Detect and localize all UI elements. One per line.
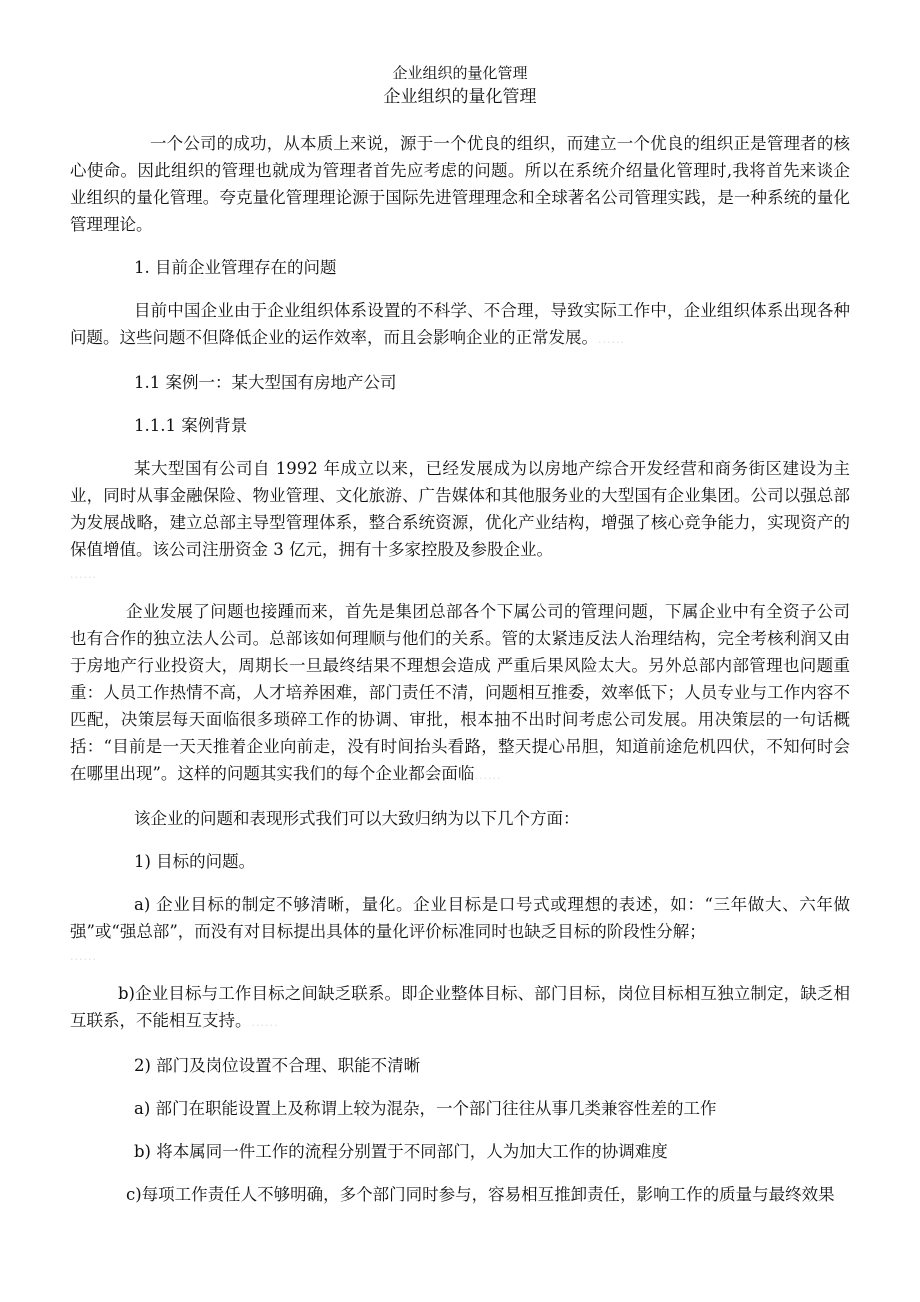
list-item-department-c: c)每项工作责任人不够明确，多个部门同时参与，容易相互推卸责任，影响工作的质量与最终效果 xyxy=(126,1185,835,1204)
watermark-line: ...... xyxy=(70,568,97,581)
list-item-department-a: a) 部门在职能设置上及称谓上较为混杂，一个部门往往从事几类兼容性差的工作 xyxy=(134,1099,717,1118)
paragraph-background: 某大型国有公司自 1992 年成立以来，已经发展成为以房地产综合开发经营和商务街区建设为主业，同时从事金融保险、物业管理、文化旅游、广告媒体和其他服务业的大型国有企业集团。公司以强总部为发展战略，建立总部主导型管理体系，整合系统资源，优化产业结构，增强了核心竞争能力，实现资产的保值增值。该公司注册资金 3 亿元，拥有十多家控股及参股企业。 xyxy=(70,459,850,559)
section-heading-1-1-1: 1.1.1 案例背景 xyxy=(134,416,248,435)
list-item-goal-problem: 1) 目标的问题。 xyxy=(134,852,256,871)
section-heading-1-1: 1.1 案例一：某大型国有房地产公司 xyxy=(134,373,397,392)
intro-paragraph: 一个公司的成功，从本质上来说，源于一个优良的组织，而建立一个优良的组织正是管理者的核心使命。因此组织的管理也就成为管理者首先应考虑的问题。所以在系统介绍量化管理时,我将首先来谈企业组织的量化管理。夸克量化管理理论源于国际先进管理理念和全球著名公司管理实践，是一种系统的量化管理理论。 xyxy=(70,134,850,234)
list-item-goal-b: b)企业目标与工作目标之间缺乏联系。即企业整体目标、部门目标，岗位目标相互独立制定，缺乏相互联系，不能相互支持。...... xyxy=(70,984,850,1030)
list-item-goal-a: a) 企业目标的制定不够清晰，量化。企业目标是口号式或理想的表述，如：“三年做大、六年做强”或“强总部”，而没有对目标提出具体的量化评价标准同时也缺乏目标的阶段性分解； xyxy=(70,895,850,941)
document-page xyxy=(70,62,850,1208)
watermark-text: ...... xyxy=(474,769,502,782)
section-heading-1: 1. 目前企业管理存在的问题 xyxy=(134,258,337,277)
watermark-line: ...... xyxy=(70,950,97,963)
paragraph-summary: 该企业的问题和表现形式我们可以大致归纳为以下几个方面： xyxy=(134,809,580,828)
list-item-department-problem: 2) 部门及岗位设置不合理、职能不清晰 xyxy=(134,1056,421,1075)
paragraph-problems: 目前中国企业由于企业组织体系设置的不科学、不合理，导致实际工作中，企业组织体系出现各种问题。这些问题不但降低企业的运作效率，而且会影响企业的正常发展。...... xyxy=(70,301,850,347)
document-title: 企业组织的量化管理 xyxy=(383,87,537,107)
watermark-text: ...... xyxy=(598,333,625,346)
paragraph-development-issues: 企业发展了问题也接踵而来，首先是集团总部各个下属公司的管理问题，下属企业中有全资子公司也有合作的独立法人公司。总部该如何理顺与他们的关系。管的太紧违反法人治理结构，完全考核利润又由于房地产行业投资大，周期长一旦最终结果不理想会造成 严重后果风险太大。另外总部内部管理也问题重重：人员工作热情不高，人才培养困难，部门责任不清，问题相互推委，效率低下；人员专业与工作内容不匹配，决策层每天面临很多琐碎工作的协调、审批，根本抽不出时间考虑公司发展。用决策层的一句话概括：“目前是一天天推着企业向前走，没有时间抬头看路，整天提心吊胆，知道前途危机四伏，不知何时会在哪里出现”。这样的问题其实我们的每个企业都会面临...... xyxy=(70,602,850,783)
document-header-title: 企业组织的量化管理 xyxy=(392,64,528,82)
list-item-department-b: b) 将本属同一件工作的流程分别置于不同部门，人为加大工作的协调难度 xyxy=(134,1142,668,1161)
watermark-text: ...... xyxy=(251,1016,279,1029)
